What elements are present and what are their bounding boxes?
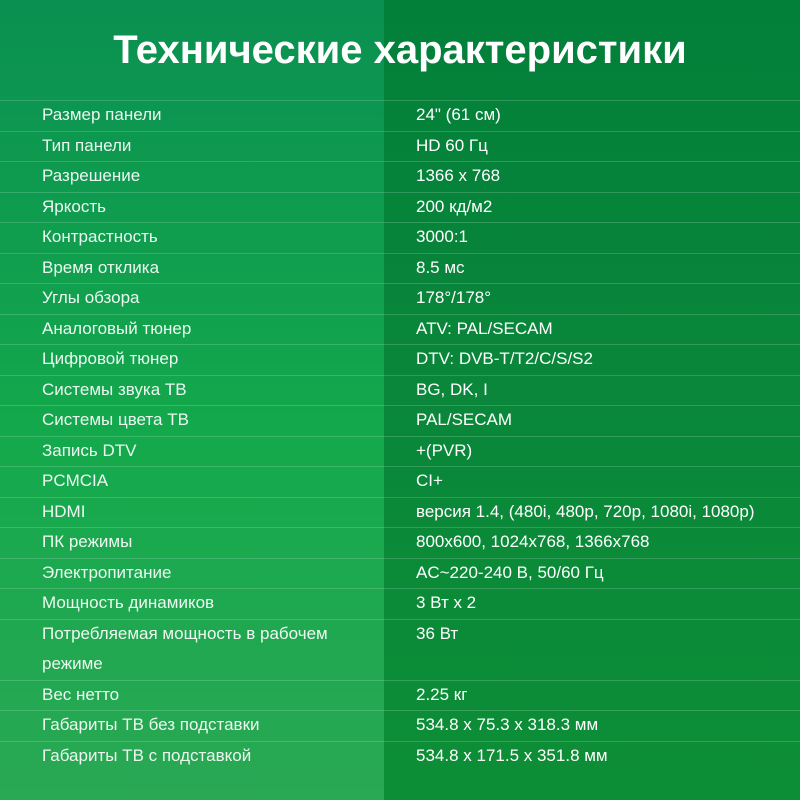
- spec-label: Потребляемая мощность в рабочем режиме: [42, 623, 328, 673]
- table-row: [0, 466, 800, 497]
- table-row: [0, 741, 800, 772]
- table-row: [0, 527, 800, 558]
- spec-value: 534.8 x 171.5 x 351.8 мм: [416, 745, 608, 765]
- spec-label: Углы обзора: [42, 288, 140, 307]
- table-row: [0, 314, 800, 345]
- spec-value: HD 60 Гц: [416, 135, 488, 155]
- table-row: [0, 131, 800, 162]
- table-row: [0, 192, 800, 223]
- spec-label: Системы звука ТВ: [42, 379, 187, 399]
- spec-value: 3000:1: [416, 227, 468, 246]
- table-row: [0, 405, 800, 436]
- spec-value: 24" (61 см): [416, 105, 501, 124]
- spec-value: 800x600, 1024x768, 1366x768: [416, 532, 650, 551]
- table-row: [0, 619, 800, 680]
- table-row: [0, 436, 800, 467]
- spec-label: Цифровой тюнер: [42, 349, 179, 368]
- table-row: [0, 680, 800, 711]
- table-row: [0, 283, 800, 314]
- spec-value: AC~220-240 В, 50/60 Гц: [416, 562, 604, 582]
- spec-label: Время отклика: [42, 257, 160, 277]
- spec-table: [0, 100, 800, 771]
- spec-value: версия 1.4, (480i, 480p, 720p, 1080i, 1080p): [416, 501, 755, 521]
- spec-value: 1366 x 768: [416, 166, 501, 185]
- spec-value: 3 Вт x 2: [416, 593, 477, 612]
- spec-label: Мощность динамиков: [42, 593, 215, 612]
- table-row: [0, 710, 800, 741]
- spec-value: 200 кд/м2: [416, 196, 493, 216]
- table-row: [0, 253, 800, 284]
- spec-label: Тип панели: [42, 135, 132, 155]
- spec-value: ATV: PAL/SECAM: [416, 318, 553, 338]
- spec-value: 8.5 мс: [416, 257, 465, 277]
- spec-label: HDMI: [42, 501, 86, 521]
- spec-value: +(PVR): [416, 440, 473, 460]
- spec-value: 178°/178°: [416, 288, 492, 307]
- table-row: [0, 497, 800, 528]
- spec-label: ПК режимы: [42, 532, 133, 551]
- spec-label: Аналоговый тюнер: [42, 318, 192, 338]
- spec-label: Контрастность: [42, 227, 158, 246]
- spec-value: 36 Вт: [416, 623, 459, 643]
- spec-value: 2.25 кг: [416, 684, 468, 704]
- spec-label: Размер панели: [42, 105, 162, 124]
- page-title: Технические характеристики: [113, 28, 687, 72]
- spec-label: Яркость: [42, 196, 106, 216]
- table-row: [0, 588, 800, 619]
- spec-label: Габариты ТВ без подставки: [42, 715, 260, 734]
- spec-label: Электропитание: [42, 562, 172, 582]
- table-row: [0, 100, 800, 131]
- spec-value: 534.8 x 75.3 x 318.3 мм: [416, 715, 599, 734]
- table-row: [0, 222, 800, 253]
- spec-label: Габариты ТВ с подставкой: [42, 745, 252, 765]
- spec-value: PAL/SECAM: [416, 410, 513, 429]
- table-row: [0, 375, 800, 406]
- spec-label: Вес нетто: [42, 684, 120, 704]
- spec-value: CI+: [416, 471, 443, 490]
- table-row: [0, 558, 800, 589]
- spec-label: PCMCIA: [42, 471, 109, 490]
- table-row: [0, 161, 800, 192]
- spec-value: DTV: DVB-T/T2/C/S/S2: [416, 349, 593, 368]
- spec-label: Разрешение: [42, 166, 141, 185]
- table-row: [0, 344, 800, 375]
- spec-label: Системы цвета ТВ: [42, 410, 189, 429]
- spec-label: Запись DTV: [42, 440, 137, 460]
- spec-value: BG, DK, I: [416, 379, 488, 399]
